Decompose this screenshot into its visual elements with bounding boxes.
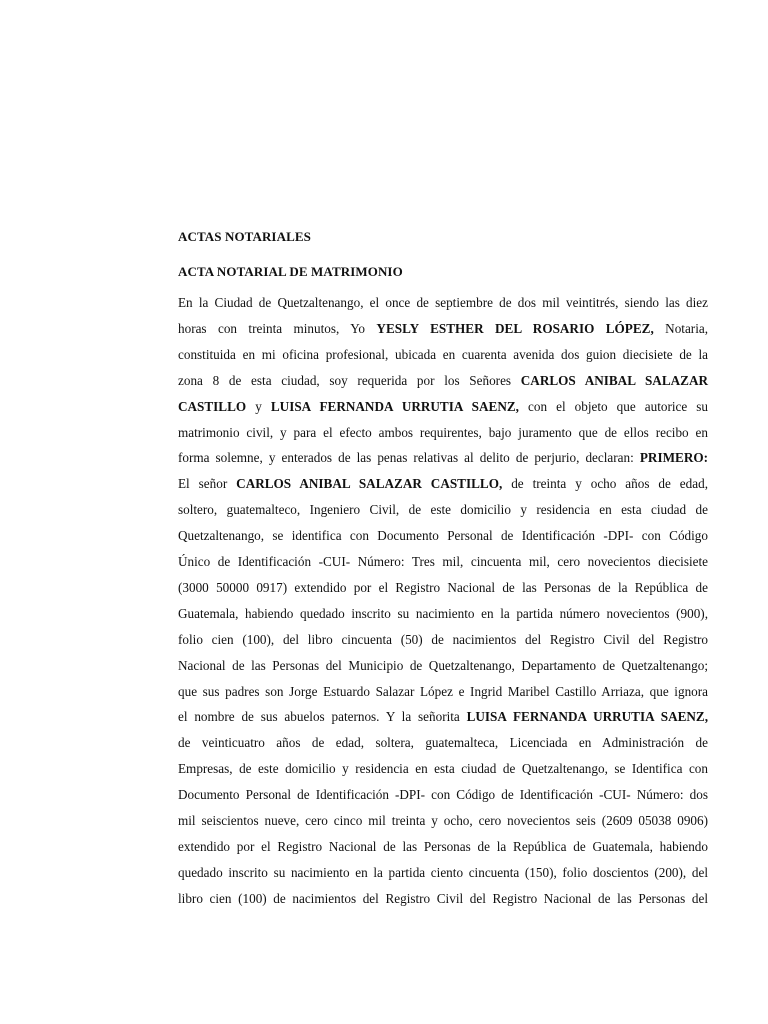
text-run: con el objeto que autorice su xyxy=(518,398,709,414)
text-run: el nombre de sus abuelos paternos. Y la señorita xyxy=(178,709,467,725)
text-run: zona 8 de esta ciudad, soy requerida por los Señores xyxy=(178,372,521,388)
text-run: soltero, guatemalteco, Ingeniero Civil, de este domicilio y residencia en esta ciudad de xyxy=(178,502,708,518)
body-line xyxy=(178,580,708,596)
body-line xyxy=(178,865,708,881)
body-line xyxy=(178,787,708,803)
text-run: (3000 50000 0917) extendido por el Registro Nacional de las Personas de la República de xyxy=(178,579,708,595)
body-line xyxy=(178,373,708,389)
body-line xyxy=(178,295,708,311)
body-line xyxy=(178,476,708,492)
text-run: forma solemne, y enterados de las penas relativas al delito de perjurio, declaran: xyxy=(178,450,640,466)
bold-text: CARLOS ANIBAL SALAZAR CASTILLO, xyxy=(236,476,503,492)
text-run: Nacional de las Personas del Municipio de Quetzaltenango, Departamento de Quetzaltenango; xyxy=(178,657,708,673)
bold-text: LUISA FERNANDA URRUTIA SAENZ, xyxy=(270,398,519,414)
text-run: Empresas, de este domicilio y residencia en esta ciudad de Quetzaltenango, se Identifica con xyxy=(178,761,708,777)
body-line xyxy=(178,347,708,363)
document-title: ACTA NOTARIAL DE MATRIMONIO xyxy=(178,264,403,279)
bold-text: CASTILLO xyxy=(178,398,247,414)
body-line xyxy=(178,761,708,777)
text-run: de veinticuatro años de edad, soltera, guatemalteca, Licenciada en Administración de xyxy=(178,735,708,751)
body-line xyxy=(178,684,708,700)
body-line xyxy=(178,813,708,829)
text-run: de treinta y ocho años de edad, xyxy=(502,476,708,492)
text-run: matrimonio civil, y para el efecto ambos requirentes, bajo juramento que de ellos recibo en xyxy=(178,424,708,440)
body-line xyxy=(178,839,708,855)
body-line xyxy=(178,632,708,648)
text-run: mil seiscientos nueve, cero cinco mil treinta y ocho, cero novecientos seis (2609 05038 0906) xyxy=(178,813,708,828)
body-line xyxy=(178,709,708,725)
text-run: En la Ciudad de Quetzaltenango, el once de septiembre de dos mil veintitrés, siendo las diez xyxy=(178,295,708,310)
text-run: extendido por el Registro Nacional de las Personas de la República de Guatemala, habiendo xyxy=(178,838,708,854)
body-line xyxy=(178,502,708,518)
text-run: El señor xyxy=(178,476,237,492)
text-run: constituida en mi oficina profesional, ubicada en cuarenta avenida dos guion diecisiete de la xyxy=(178,346,708,362)
text-run: horas con treinta minutos, Yo xyxy=(178,320,377,336)
body-line xyxy=(178,321,708,337)
text-run: que sus padres son Jorge Estuardo Salazar López e Ingrid Maribel Castillo Arriaza, que ignora xyxy=(178,683,708,699)
body-line xyxy=(178,528,708,544)
text-run: y xyxy=(246,398,271,414)
body-line xyxy=(178,554,708,570)
text-run: Guatemala, habiendo quedado inscrito su nacimiento en la partida número novecientos (900), xyxy=(178,605,708,621)
section-heading: ACTAS NOTARIALES xyxy=(178,229,311,244)
body-line xyxy=(178,450,708,466)
bold-text: YESLY ESTHER DEL ROSARIO LÓPEZ, xyxy=(376,320,654,336)
text-run: libro cien (100) de nacimientos del Registro Civil del Registro Nacional de las Personas del xyxy=(178,890,708,906)
text-run: Documento Personal de Identificación -DPI- con Código de Identificación -CUI- Número: dos xyxy=(178,787,708,803)
bold-text: CARLOS ANIBAL SALAZAR xyxy=(520,372,708,388)
text-run: quedado inscrito su nacimiento en la partida ciento cincuenta (150), folio doscientos (200), del xyxy=(178,864,708,880)
body-line xyxy=(178,425,708,441)
text-run: Quetzaltenango, se identifica con Documento Personal de Identificación -DPI- con Código xyxy=(178,528,708,544)
bold-text: LUISA FERNANDA URRUTIA SAENZ, xyxy=(466,709,709,725)
text-run: Único de Identificación -CUI- Número: Tres mil, cincuenta mil, cero novecientos diecisiete xyxy=(178,554,708,569)
body-line xyxy=(178,399,708,415)
body-line xyxy=(178,735,708,751)
body-line xyxy=(178,606,708,622)
text-run: folio cien (100), del libro cincuenta (50) de nacimientos del Registro Civil del Registro xyxy=(178,631,708,647)
body-line xyxy=(178,891,708,907)
text-run: Notaria, xyxy=(653,320,709,336)
bold-text: PRIMERO: xyxy=(639,450,708,466)
body-line xyxy=(178,658,708,674)
